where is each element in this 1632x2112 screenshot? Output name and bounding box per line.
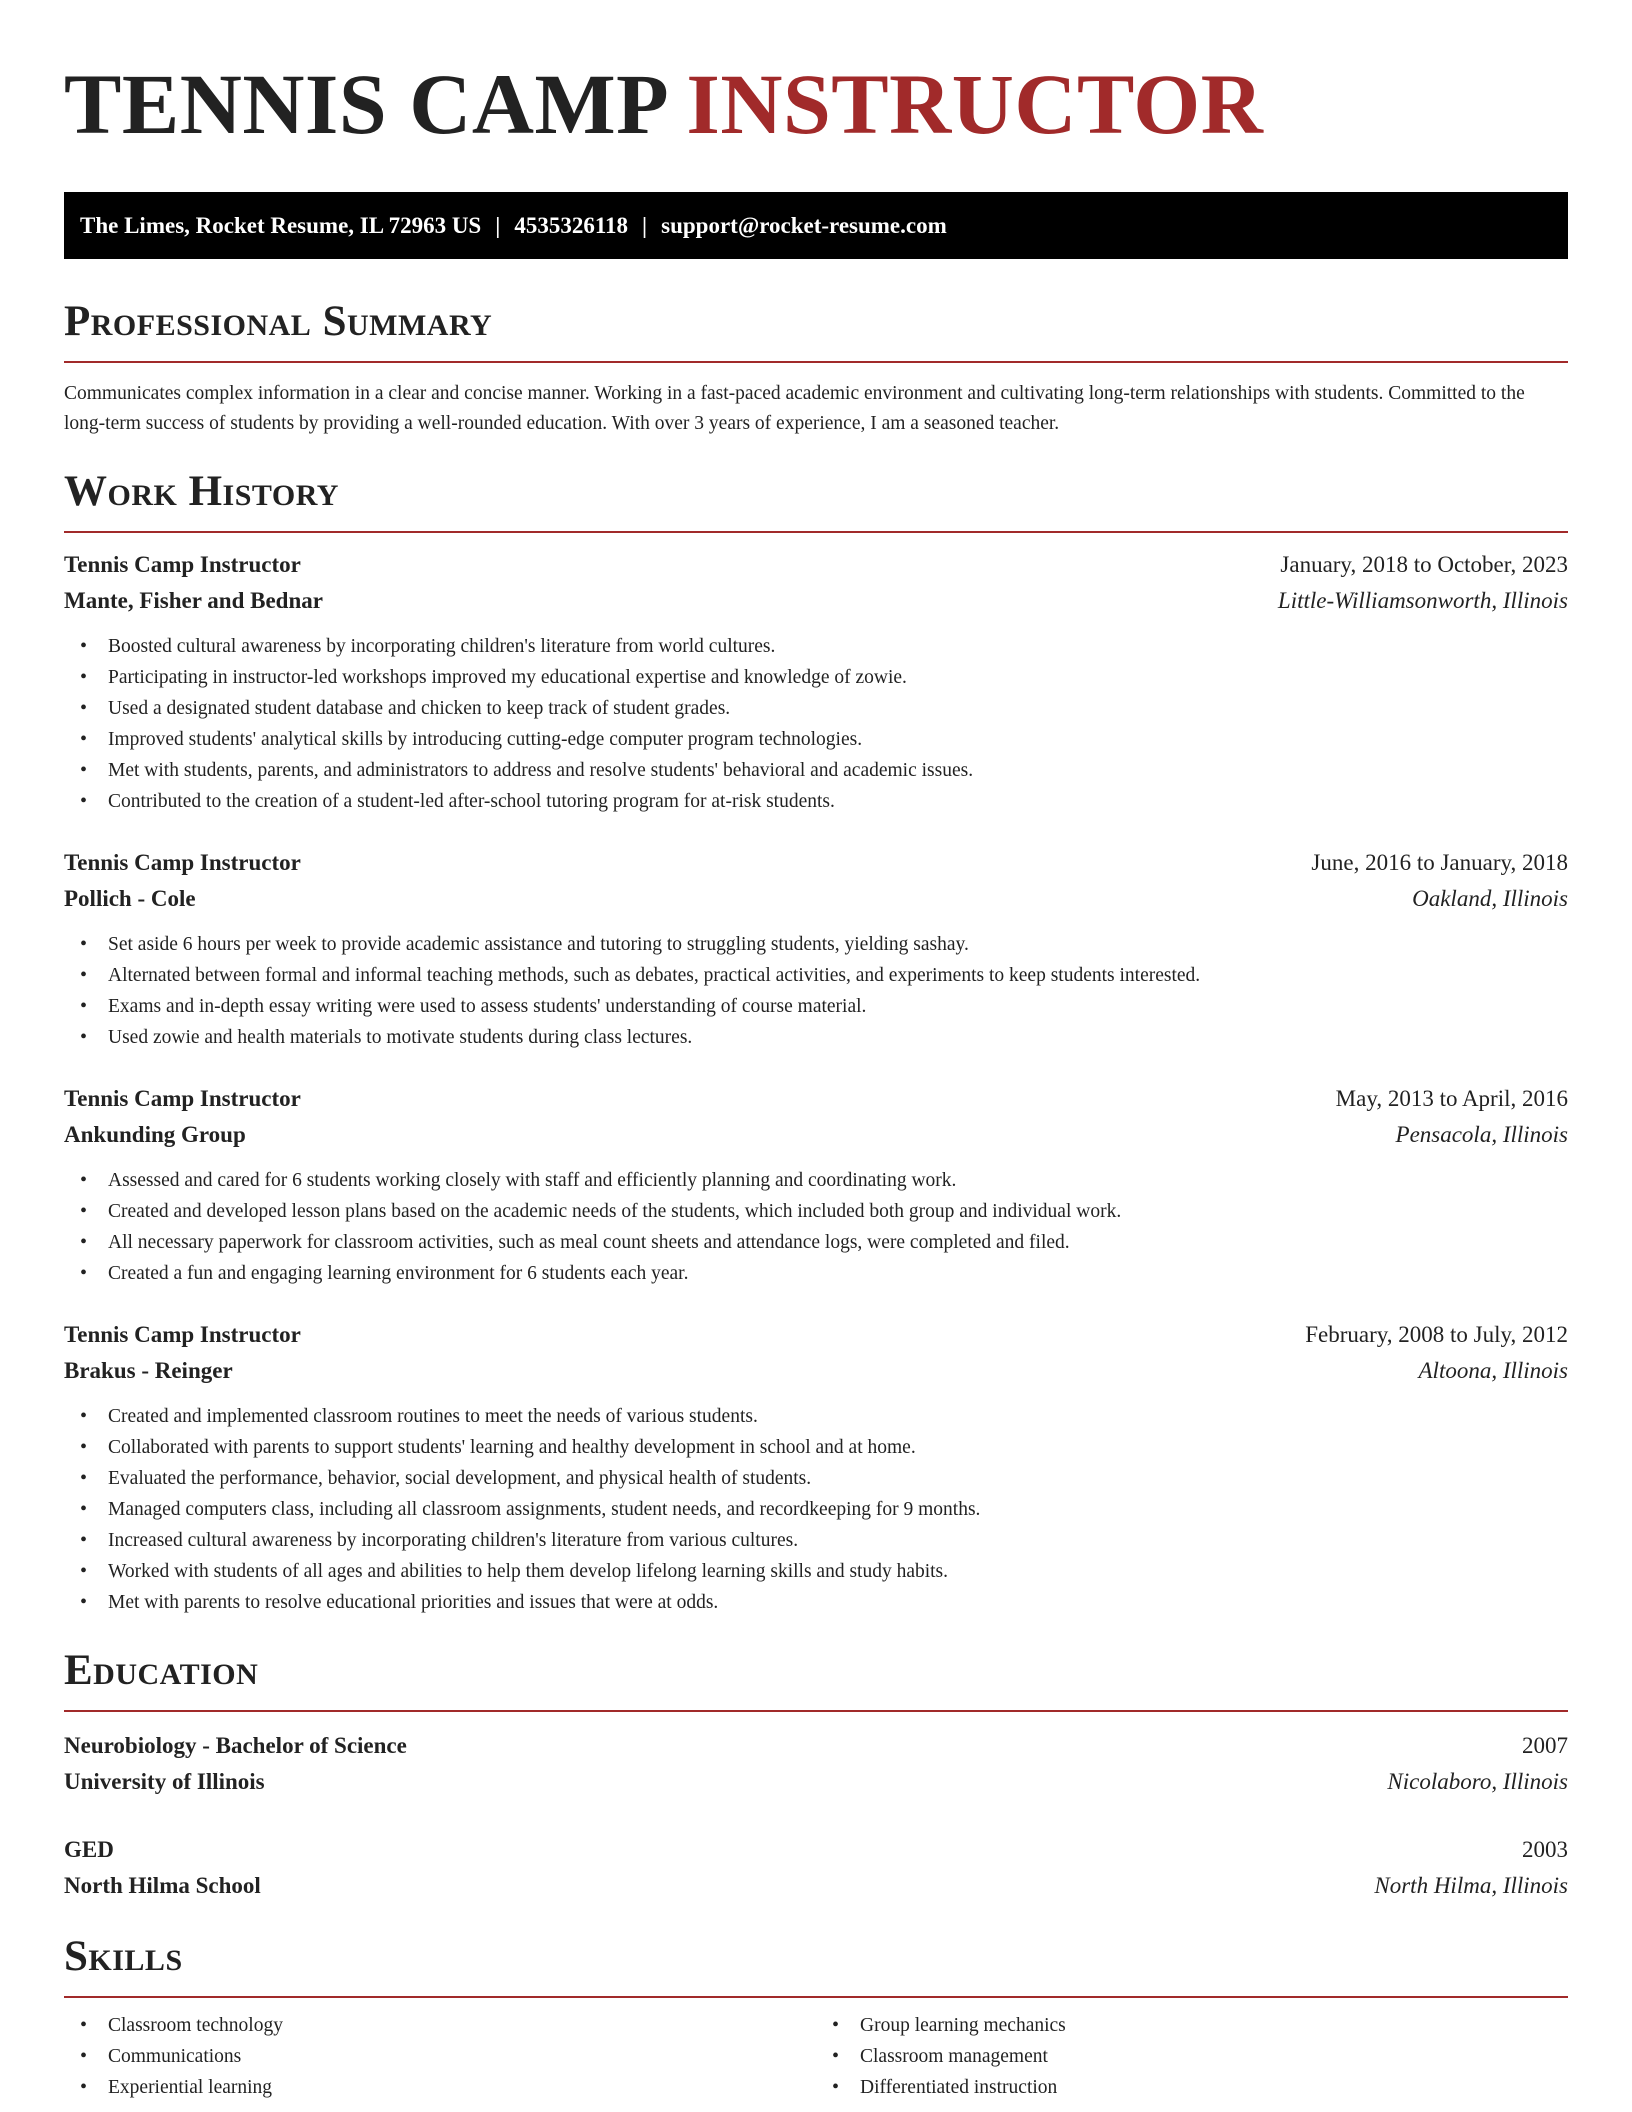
job-dates: May, 2013 to April, 2016 (1335, 1086, 1568, 1111)
contact-separator: | (495, 212, 501, 238)
list-item: • Experiential learning (64, 2072, 816, 2103)
list-item: • Exams and in-depth essay writing were used to assess students' understanding of course material. (64, 991, 1568, 1022)
job-entry (64, 1081, 1568, 1289)
list-item: • Created a fun and engaging learning environment for 6 students each year. (64, 1258, 1568, 1289)
job-header-row (64, 845, 1568, 881)
section-heading-summary: Professional Summary (64, 298, 493, 345)
education-location: North Hilma, Illinois (1374, 1873, 1568, 1898)
job-location: Little-Williamsonworth, Illinois (1277, 588, 1568, 613)
job-company-row (64, 881, 1568, 917)
resume-title (64, 58, 1568, 150)
skills-section (64, 1934, 1568, 2103)
job-entry (64, 547, 1568, 817)
list-item: • Worked with students of all ages and abilities to help them develop lifelong learning skills and study habits. (64, 1556, 1568, 1587)
list-item: • Differentiated instruction (816, 2072, 1568, 2103)
list-item: • Assessed and cared for 6 students working closely with staff and efficiently planning and coordinating work. (64, 1165, 1568, 1196)
education-year: 2003 (1522, 1837, 1568, 1862)
education-degree-row (64, 1728, 1568, 1764)
contact-address: The Limes, Rocket Resume, IL 72963 US (80, 212, 482, 238)
job-title: Tennis Camp Instructor (64, 850, 301, 875)
job-header-row (64, 547, 1568, 583)
education-degree: GED (64, 1837, 114, 1862)
section-heading-skills: Skills (64, 1933, 183, 1980)
job-dates: February, 2008 to July, 2012 (1305, 1322, 1568, 1347)
contact-email: support@rocket-resume.com (661, 212, 947, 238)
title-main: TENNIS CAMP (64, 56, 665, 152)
education-entry (64, 1728, 1568, 1800)
section-heading-education: Education (64, 1647, 259, 1694)
list-item: • Alternated between formal and informal teaching methods, such as debates, practical activities, and experiments to keep students interested. (64, 960, 1568, 991)
list-item: • Contributed to the creation of a student-led after-school tutoring program for at-risk students. (64, 786, 1568, 817)
list-item: • All necessary paperwork for classroom activities, such as meal count sheets and attendance logs, were completed and filed. (64, 1227, 1568, 1258)
list-item: • Boosted cultural awareness by incorporating children's literature from world cultures. (64, 631, 1568, 662)
job-title: Tennis Camp Instructor (64, 1086, 301, 1111)
list-item: • Created and developed lesson plans based on the academic needs of the students, which included both group and individual work. (64, 1196, 1568, 1227)
list-item: • Group learning mechanics (816, 2010, 1568, 2041)
section-divider (64, 1710, 1568, 1712)
job-company-row (64, 1353, 1568, 1389)
education-entry (64, 1832, 1568, 1904)
work-history-section (64, 469, 1568, 1618)
skills-column-right (816, 2010, 1568, 2103)
job-location: Oakland, Illinois (1412, 886, 1568, 911)
education-year: 2007 (1522, 1733, 1568, 1758)
education-school: North Hilma School (64, 1873, 261, 1898)
section-divider (64, 531, 1568, 533)
education-degree: Neurobiology - Bachelor of Science (64, 1733, 407, 1758)
job-title: Tennis Camp Instructor (64, 552, 301, 577)
job-duties-list (64, 631, 1568, 817)
skills-list (816, 2010, 1568, 2103)
contact-phone: 4535326118 (514, 212, 629, 238)
list-item: • Classroom technology (64, 2010, 816, 2041)
job-header-row (64, 1317, 1568, 1353)
job-title: Tennis Camp Instructor (64, 1322, 301, 1347)
job-company: Brakus - Reinger (64, 1358, 233, 1383)
job-company-row (64, 1117, 1568, 1153)
summary-text: Communicates complex information in a clear and concise manner. Working in a fast-paced academic environment and cultivating long-term relationships with students. Committed to the long-term success of students by providing a well-rounded education. With over 3 years of experience, I am a seasoned teacher. (64, 383, 1525, 434)
job-company-row (64, 583, 1568, 619)
list-item: • Created and implemented classroom routines to meet the needs of various students. (64, 1401, 1568, 1432)
job-company: Ankunding Group (64, 1122, 246, 1147)
list-item: • Participating in instructor-led workshops improved my educational expertise and knowledge of zowie. (64, 662, 1568, 693)
skills-columns (64, 2010, 1568, 2103)
job-location: Pensacola, Illinois (1395, 1122, 1568, 1147)
list-item: • Met with students, parents, and administrators to address and resolve students' behavioral and academic issues. (64, 755, 1568, 786)
education-degree-row (64, 1832, 1568, 1868)
skills-list (64, 2010, 816, 2103)
job-location: Altoona, Illinois (1418, 1358, 1568, 1383)
section-divider (64, 361, 1568, 363)
list-item: • Set aside 6 hours per week to provide academic assistance and tutoring to struggling students, yielding sashay. (64, 929, 1568, 960)
job-company: Pollich - Cole (64, 886, 196, 911)
education-location: Nicolaboro, Illinois (1387, 1769, 1568, 1794)
list-item: • Used zowie and health materials to motivate students during class lectures. (64, 1022, 1568, 1053)
job-duties-list (64, 1401, 1568, 1618)
contact-separator: | (642, 212, 648, 238)
contact-bar (64, 192, 1568, 259)
job-header-row (64, 1081, 1568, 1117)
education-school-row (64, 1764, 1568, 1800)
list-item: • Increased cultural awareness by incorporating children's literature from various cultures. (64, 1525, 1568, 1556)
job-dates: January, 2018 to October, 2023 (1280, 552, 1568, 577)
list-item: • Met with parents to resolve educational priorities and issues that were at odds. (64, 1587, 1568, 1618)
section-heading-work: Work History (64, 468, 339, 515)
title-accent: INSTRUCTOR (686, 56, 1264, 152)
list-item: • Improved students' analytical skills by introducing cutting-edge computer program technologies. (64, 724, 1568, 755)
job-company: Mante, Fisher and Bednar (64, 588, 323, 613)
job-entry (64, 1317, 1568, 1618)
list-item: • Evaluated the performance, behavior, social development, and physical health of students. (64, 1463, 1568, 1494)
job-duties-list (64, 929, 1568, 1053)
list-item: • Used a designated student database and chicken to keep track of student grades. (64, 693, 1568, 724)
education-school-row (64, 1868, 1568, 1904)
job-dates: June, 2016 to January, 2018 (1311, 850, 1568, 875)
list-item: • Classroom management (816, 2041, 1568, 2072)
section-divider (64, 1996, 1568, 1998)
summary-section (64, 299, 1568, 439)
education-section (64, 1648, 1568, 1904)
job-duties-list (64, 1165, 1568, 1289)
list-item: • Managed computers class, including all classroom assignments, student needs, and recordkeeping for 9 months. (64, 1494, 1568, 1525)
list-item: • Collaborated with parents to support students' learning and healthy development in school and at home. (64, 1432, 1568, 1463)
job-entry (64, 845, 1568, 1053)
skills-column-left (64, 2010, 816, 2103)
education-school: University of Illinois (64, 1769, 265, 1794)
list-item: • Communications (64, 2041, 816, 2072)
